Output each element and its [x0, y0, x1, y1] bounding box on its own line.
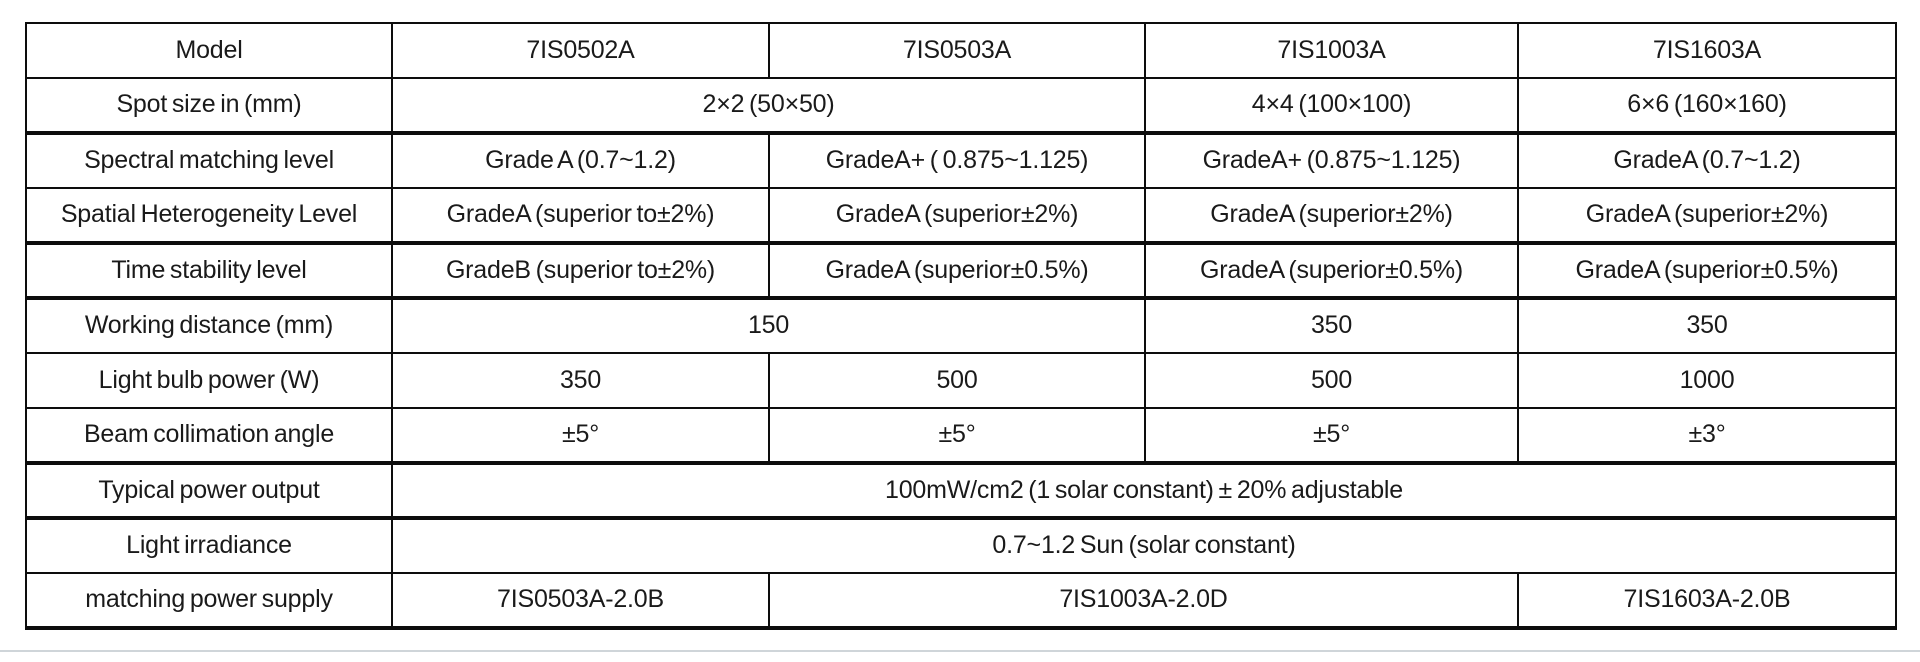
row-spatial-heterogeneity: [26, 188, 1896, 243]
value-cell-beam-3: ±5°: [1145, 408, 1518, 463]
value-cell-time-3: GradeA (superior±0.5%): [1145, 243, 1518, 298]
value-cell-spectral-2: GradeA+ ( 0.875~1.125): [769, 133, 1145, 188]
row-light-irradiance: [26, 518, 1896, 573]
value-cell-time-2: GradeA (superior±0.5%): [769, 243, 1145, 298]
value-cell-beam-1: ±5°: [392, 408, 769, 463]
value-cell-supply-2: 7IS1003A-2.0D: [769, 573, 1518, 628]
value-cell-spot-size-3: 6×6 (160×160): [1518, 78, 1896, 133]
value-cell-model-1: 7IS0502A: [392, 23, 769, 78]
value-cell-supply-3: 7IS1603A-2.0B: [1518, 573, 1896, 628]
bottom-divider: [0, 650, 1920, 652]
value-cell-spectral-4: GradeA (0.7~1.2): [1518, 133, 1896, 188]
row-model: [26, 23, 1896, 78]
row-working-distance: [26, 298, 1896, 353]
value-cell-distance-1: 150: [392, 298, 1145, 353]
value-cell-distance-2: 350: [1145, 298, 1518, 353]
value-cell-irradiance: 0.7~1.2 Sun (solar constant): [392, 518, 1896, 573]
row-spectral-matching: [26, 133, 1896, 188]
value-cell-distance-3: 350: [1518, 298, 1896, 353]
value-cell-bulb-3: 500: [1145, 353, 1518, 408]
value-cell-bulb-2: 500: [769, 353, 1145, 408]
value-cell-model-3: 7IS1003A: [1145, 23, 1518, 78]
value-cell-supply-1: 7IS0503A-2.0B: [392, 573, 769, 628]
row-time-stability: [26, 243, 1896, 298]
row-spot-size: [26, 78, 1896, 133]
row-bulb-power: [26, 353, 1896, 408]
value-cell-bulb-1: 350: [392, 353, 769, 408]
row-label-model: Model: [26, 23, 392, 78]
value-cell-beam-4: ±3°: [1518, 408, 1896, 463]
row-label-beam-angle: Beam collimation angle: [26, 408, 392, 463]
row-label-light-irradiance: Light irradiance: [26, 518, 392, 573]
value-cell-beam-2: ±5°: [769, 408, 1145, 463]
value-cell-power-output: 100mW/cm2 (1 solar constant) ± 20% adjustable: [392, 463, 1896, 518]
value-cell-spatial-1: GradeA (superior to±2%): [392, 188, 769, 243]
row-label-time-stability: Time stability level: [26, 243, 392, 298]
value-cell-bulb-4: 1000: [1518, 353, 1896, 408]
row-label-spatial-heterogeneity: Spatial Heterogeneity Level: [26, 188, 392, 243]
value-cell-model-4: 7IS1603A: [1518, 23, 1896, 78]
value-cell-model-2: 7IS0503A: [769, 23, 1145, 78]
value-cell-spectral-1: Grade A (0.7~1.2): [392, 133, 769, 188]
row-label-spectral-matching: Spectral matching level: [26, 133, 392, 188]
row-label-power-supply: matching power supply: [26, 573, 392, 628]
row-power-supply: [26, 573, 1896, 628]
row-label-spot-size: Spot size in (mm): [26, 78, 392, 133]
value-cell-spatial-3: GradeA (superior±2%): [1145, 188, 1518, 243]
value-cell-time-1: GradeB (superior to±2%): [392, 243, 769, 298]
value-cell-spatial-2: GradeA (superior±2%): [769, 188, 1145, 243]
spec-table: [25, 22, 1897, 630]
value-cell-spectral-3: GradeA+ (0.875~1.125): [1145, 133, 1518, 188]
row-label-working-distance: Working distance (mm): [26, 298, 392, 353]
value-cell-time-4: GradeA (superior±0.5%): [1518, 243, 1896, 298]
row-beam-angle: [26, 408, 1896, 463]
value-cell-spot-size-1: 2×2 (50×50): [392, 78, 1145, 133]
value-cell-spatial-4: GradeA (superior±2%): [1518, 188, 1896, 243]
row-label-power-output: Typical power output: [26, 463, 392, 518]
row-power-output: [26, 463, 1896, 518]
value-cell-spot-size-2: 4×4 (100×100): [1145, 78, 1518, 133]
row-label-bulb-power: Light bulb power (W): [26, 353, 392, 408]
